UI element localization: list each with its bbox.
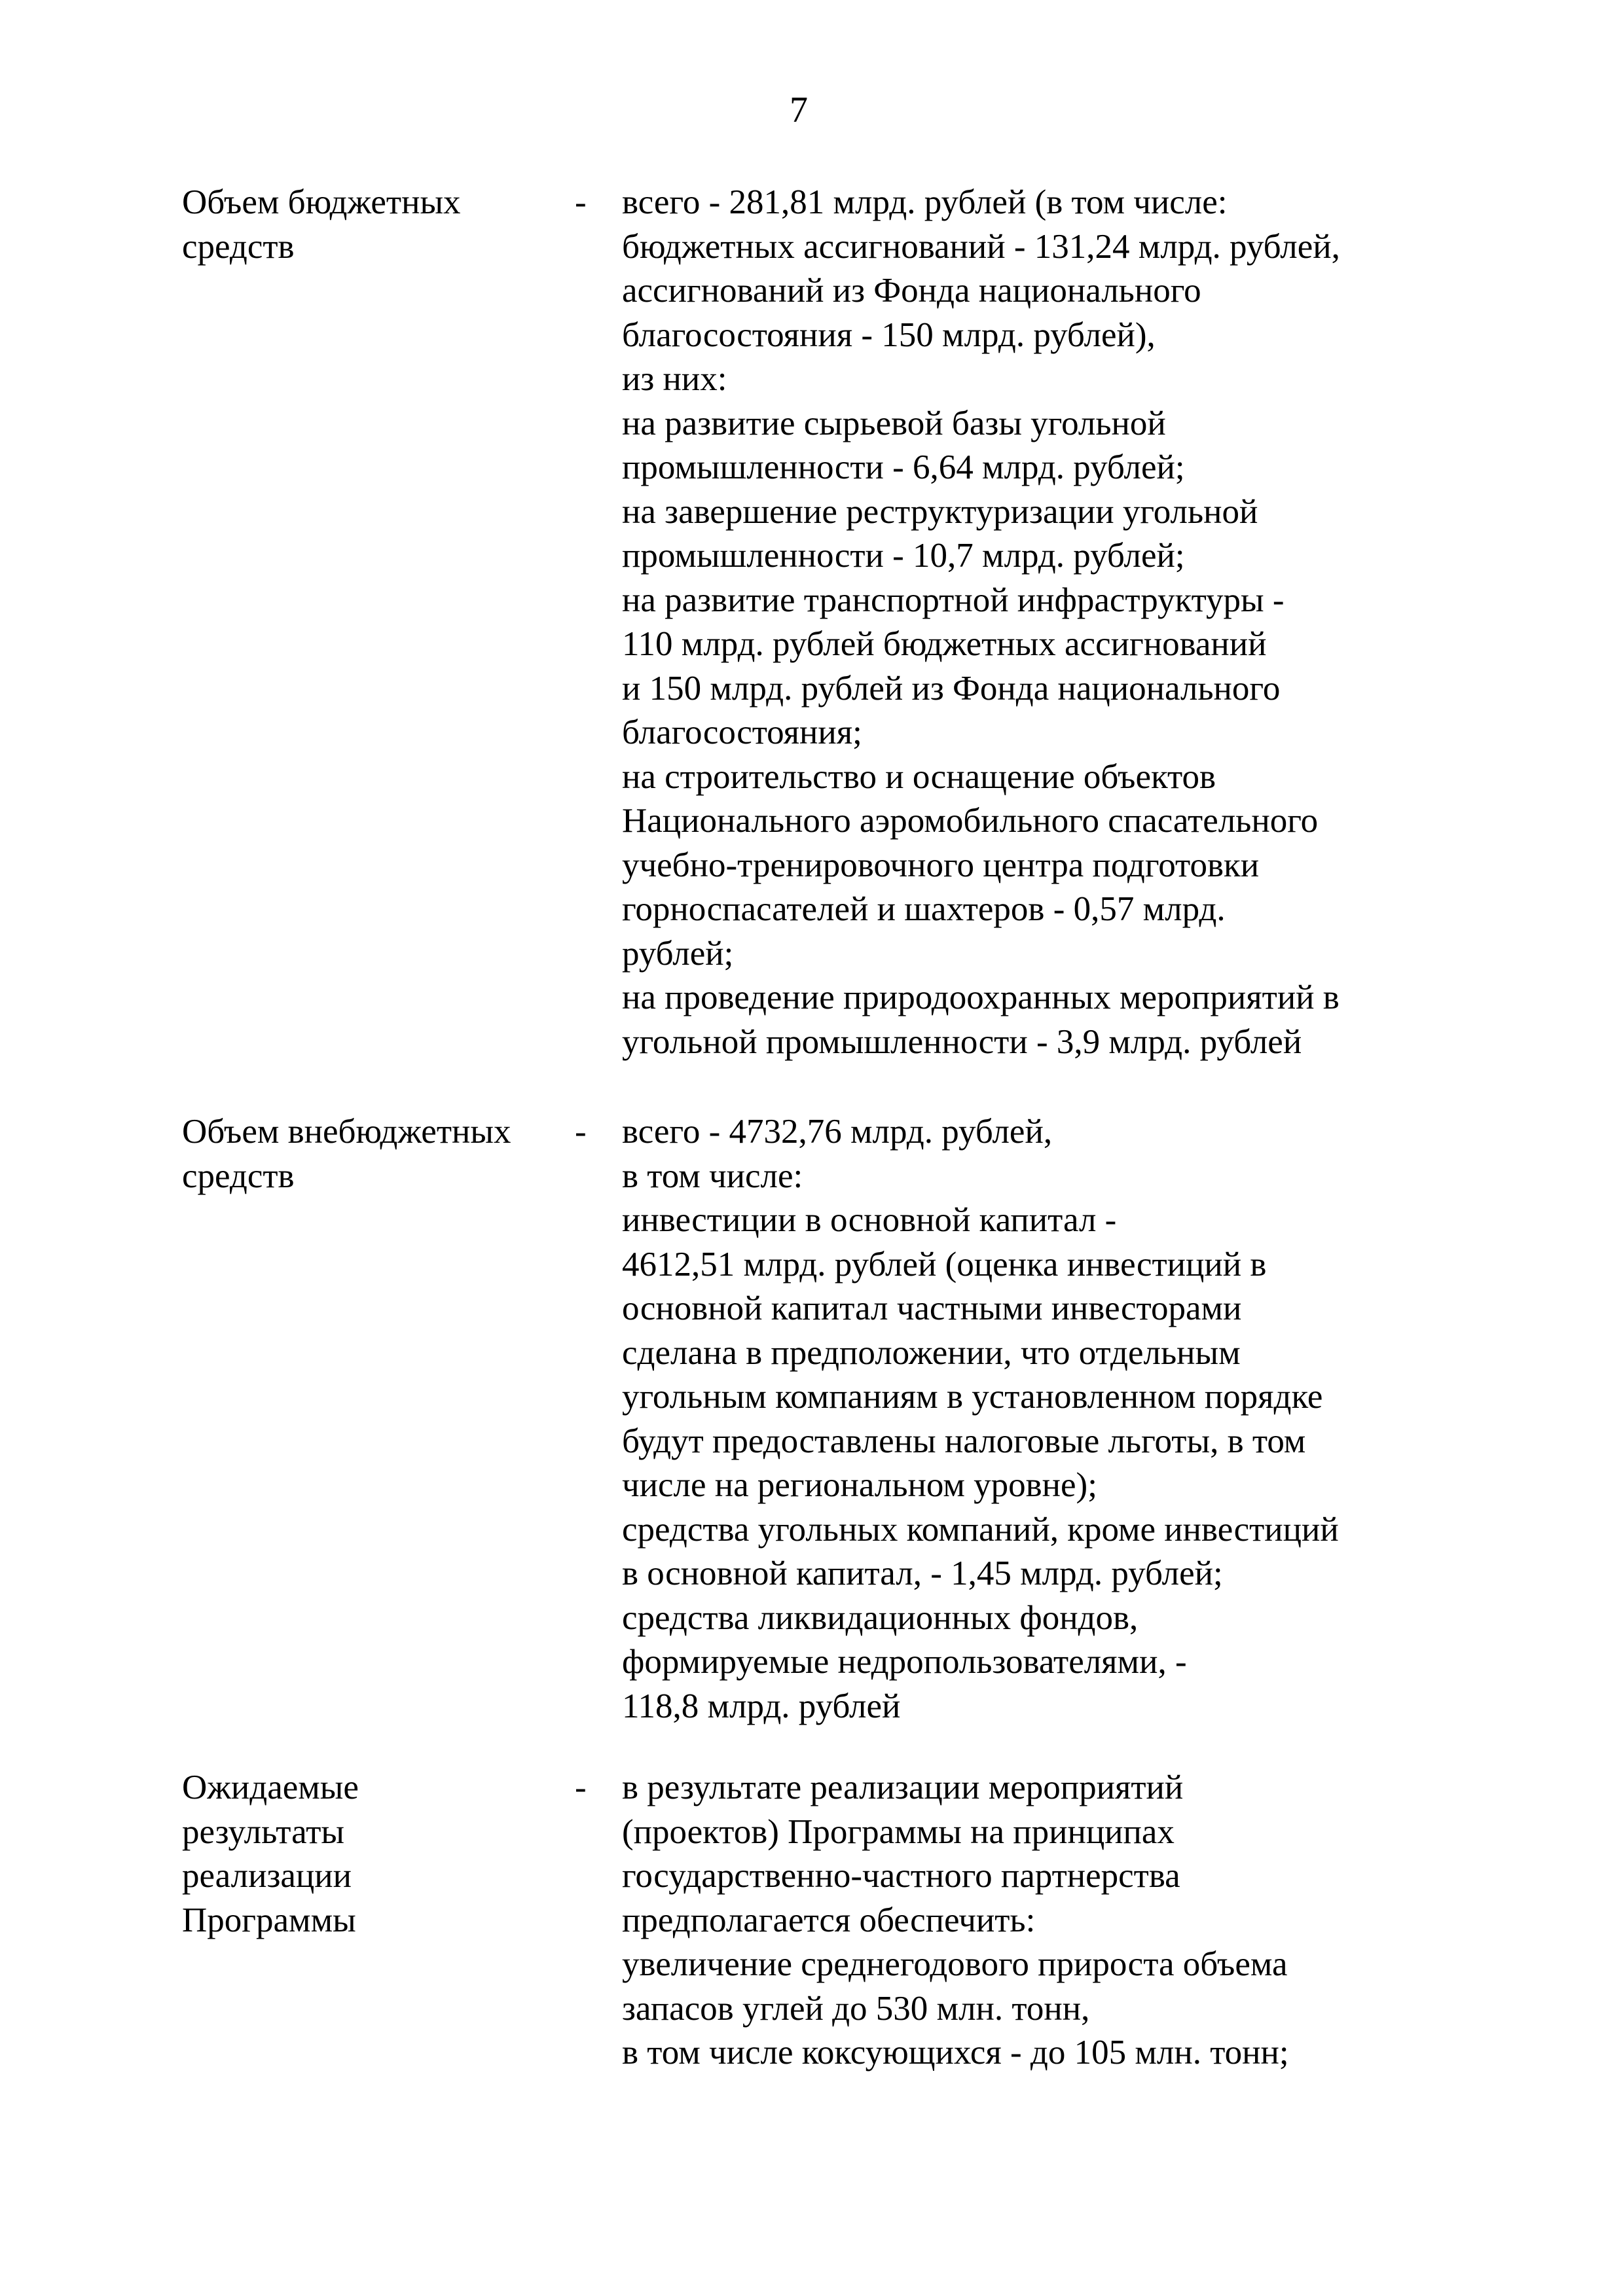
content-line: промышленности - 6,64 млрд. рублей; [622, 448, 1185, 486]
content-line: на строительство и оснащение объектов [622, 757, 1216, 796]
content-line: основной капитал частными инвесторами [622, 1289, 1242, 1327]
content-line: увеличение среднегодового прироста объема [622, 1945, 1288, 1983]
label-line: средств [182, 227, 295, 266]
content-line: учебно-тренировочного центра подготовки [622, 846, 1260, 884]
section-label [182, 1110, 575, 1198]
content-line: бюджетных ассигнований - 131,24 млрд. рублей, [622, 227, 1340, 266]
section-content [622, 181, 1539, 1064]
label-line: средств [182, 1157, 295, 1195]
dash-separator: - [575, 183, 587, 221]
content-line: Национального аэромобильного спасательного [622, 802, 1319, 840]
content-line: будут предоставлены налоговые льготы, в том [622, 1422, 1306, 1460]
content-line: средства ликвидационных фондов, [622, 1598, 1139, 1637]
label-line: Программы [182, 1901, 356, 1939]
content-line: на проведение природоохранных мероприятий в [622, 978, 1340, 1016]
content-line: из них: [622, 360, 727, 398]
content-line: ассигнований из Фонда национального [622, 272, 1201, 310]
content-line: всего - 281,81 млрд. рублей (в том числе: [622, 183, 1228, 221]
label-line: Ожидаемые [182, 1768, 359, 1806]
content-line: числе на региональном уровне); [622, 1466, 1097, 1504]
content-line: средства угольных компаний, кроме инвестиций [622, 1510, 1339, 1549]
content-line: в том числе коксующихся - до 105 млн. тонн; [622, 2034, 1289, 2072]
content-line: рублей; [622, 934, 734, 973]
section-label [182, 181, 575, 269]
dash-separator: - [575, 1768, 587, 1806]
section-label [182, 1766, 575, 1943]
content-line: на развитие сырьевой базы угольной [622, 404, 1166, 442]
section-content [622, 1110, 1539, 1729]
content-line: 110 млрд. рублей бюджетных ассигнований [622, 625, 1267, 663]
content-line: инвестиции в основной капитал - [622, 1201, 1117, 1239]
content-line: в том числе: [622, 1157, 803, 1195]
page-number: 7 [790, 90, 808, 130]
content-line: на завершение реструктуризации угольной [622, 492, 1258, 531]
content-line: предполагается обеспечить: [622, 1901, 1036, 1939]
content-line: горноспасателей и шахтеров - 0,57 млрд. [622, 890, 1226, 928]
content-line: и 150 млрд. рублей из Фонда национального [622, 669, 1281, 708]
dash-separator: - [575, 1113, 587, 1151]
label-line: Объем бюджетных [182, 183, 461, 221]
content-line: угольной промышленности - 3,9 млрд. рублей [622, 1022, 1302, 1061]
content-line: на развитие транспортной инфраструктуры - [622, 581, 1285, 619]
label-line: результаты [182, 1812, 344, 1851]
content-line: промышленности - 10,7 млрд. рублей; [622, 537, 1185, 575]
content-line: 118,8 млрд. рублей [622, 1687, 901, 1725]
content-line: 4612,51 млрд. рублей (оценка инвестиций в [622, 1245, 1267, 1283]
content-line: угольным компаниям в установленном порядке [622, 1378, 1323, 1416]
content-line: государственно-частного партнерства [622, 1857, 1180, 1895]
content-line: благосостояния; [622, 713, 862, 751]
label-line: реализации [182, 1857, 352, 1895]
content-line: запасов углей до 530 млн. тонн, [622, 1989, 1090, 2028]
label-line: Объем внебюджетных [182, 1113, 511, 1151]
content-line: благосостояния - 150 млрд. рублей), [622, 315, 1156, 354]
section-content [622, 1766, 1539, 2075]
content-line: формируемые недропользователями, - [622, 1643, 1187, 1681]
content-line: сделана в предположении, что отдельным [622, 1333, 1241, 1372]
content-line: в основной капитал, - 1,45 млрд. рублей; [622, 1554, 1223, 1592]
content-line: в результате реализации мероприятий [622, 1768, 1184, 1806]
content-line: всего - 4732,76 млрд. рублей, [622, 1113, 1053, 1151]
content-line: (проектов) Программы на принципах [622, 1812, 1175, 1851]
